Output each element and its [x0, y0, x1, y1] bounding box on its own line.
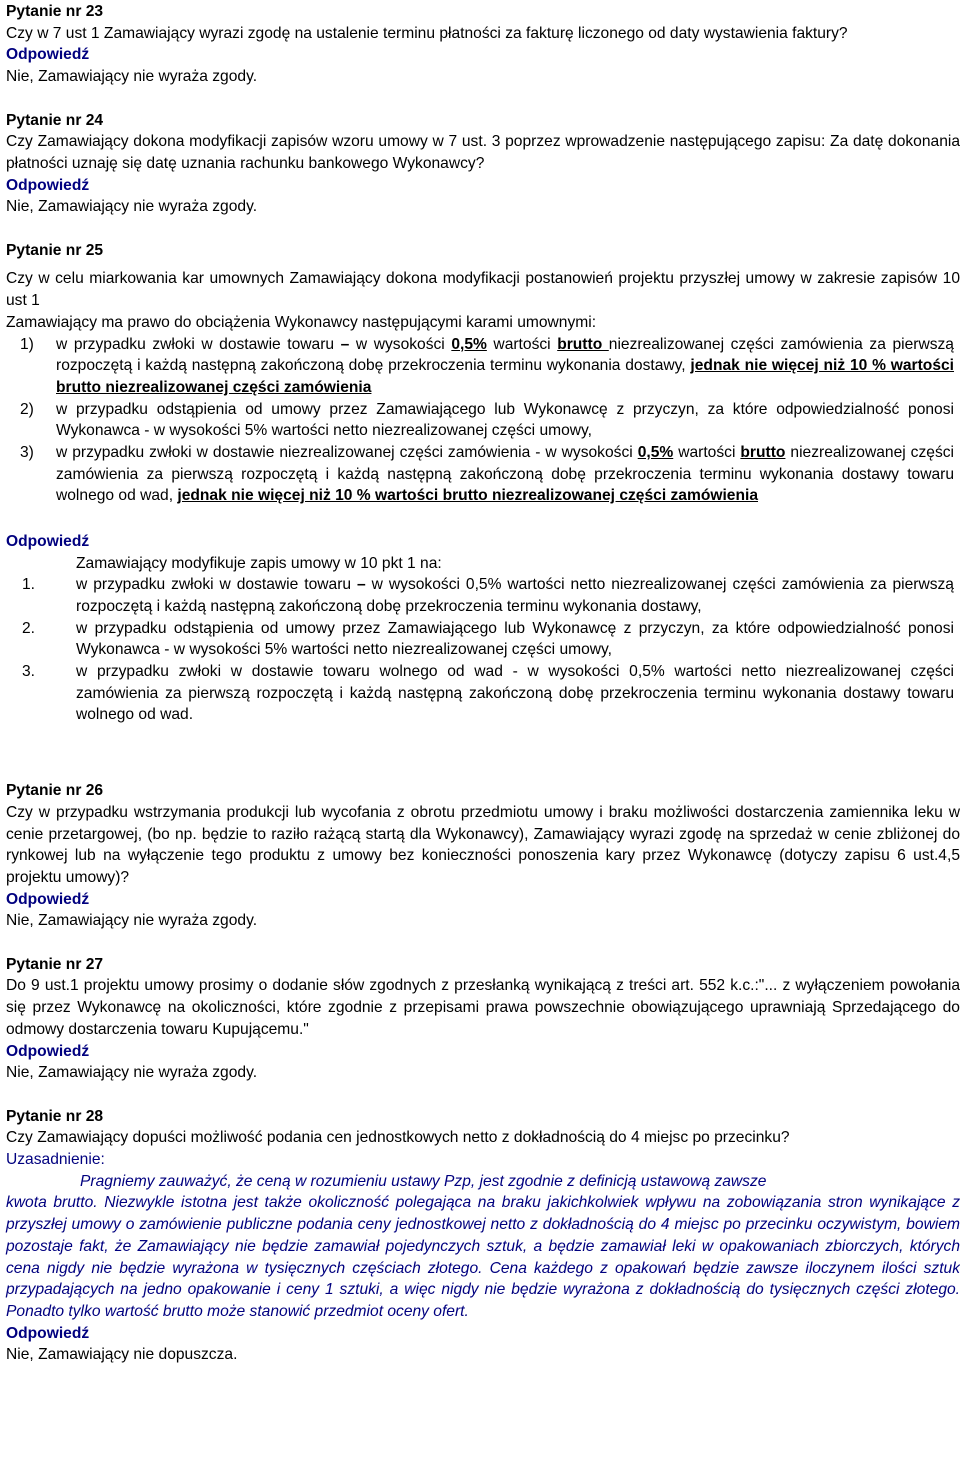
question-title: Pytanie nr 25	[6, 241, 104, 259]
question-25	[6, 240, 960, 726]
answer-text: Nie, Zamawiający nie wyraża zgody.	[6, 68, 258, 86]
item-text: w przypadku zwłoki w dostawie niezrealizowanej części zamówienia - w wysokości 0,5% wartości brutto niezrealizowanej części zamówienia za pierwszą rozpoczętą i każdą następną zakończoną dobę przekroczenia terminu wykonania dostawy towaru wolnego od wad, jednak nie więcej niż 10 % wartości brutto niezrealizowanej części zamówienia	[56, 444, 955, 505]
item-number: 1.	[22, 576, 36, 594]
item-text: w przypadku zwłoki w dostawie towaru – w wysokości 0,5% wartości brutto niezrealizowanej części zamówienia za pierwszą rozpoczętą i każdą następną zakończoną dobę przekroczenia terminu wykonania dostawy, jednak nie więcej niż 10 % wartości brutto niezrealizowanej części zamówienia	[56, 335, 955, 396]
question-title: Pytanie nr 23	[6, 3, 104, 20]
penalty-item-3	[6, 442, 960, 507]
item-number: 2.	[22, 619, 36, 637]
question-text: Czy w przypadku wstrzymania produkcji lub wycofania z obrotu przedmiotu umowy i braku możliwości dostarczenia zamiennika leku w cenie przetargowej, (bo np. będzie to raziło rażącą startą dla Wykonawcy), Zamawiający wyrazi zgodę na sprzedaż w cenie zbliżonej do rynkowej lub na wyłączenie tego produktu z umowy bez konieczności ponoszenia kary przez Wykonawcę (dotyczy zapisu 6 ust.4,5 projektu umowy)?	[6, 803, 960, 886]
question-text: Czy Zamawiający dokona modyfikacji zapisów wzoru umowy w 7 ust. 3 poprzez wprowadzenie następującego zapisu: Za datę dokonania płatności uznaję się datę uznania rachunku bankowego Wykonawcy?	[6, 133, 960, 172]
item-number: 2)	[20, 400, 34, 418]
justification-label: Uzasadnienie:	[6, 1151, 105, 1169]
penalty-intro: Zamawiający ma prawo do obciążenia Wykonawcy następującymi karami umownymi:	[6, 313, 597, 331]
question-title: Pytanie nr 24	[6, 111, 104, 129]
item-number: 3)	[20, 444, 34, 462]
answer-text: Nie, Zamawiający nie wyraża zgody.	[6, 1064, 258, 1082]
justification-text: kwota brutto. Niezwykle istotna jest także okoliczność polegająca na braku jakichkolwiek wpływu na zobowiązania stron wynikające z przyszłej umowy o zamówienie publiczne podania ceny jednostkowej netto z dokładnością do 4 miejsc po przecinku oczywistym, bowiem pozostaje fakt, że Zamawiający nie będzie zamawiał pojedynczych sztuk, a będzie zamawiał leki w opakowaniach zbiorczych, których cena nigdy nie będzie wyrażona w tysięcznych częściach złotego. Cena każdego z opakowań będzie zawsze iloczynem ilości sztuk przypadających na jedno opakowanie i ceny 1 sztuki, a więc nigdy nie będzie wyrażona z dokładnością do tysięcznych części złotego. Ponadto tylko wartość brutto może stanowić przedmiot oceny ofert.	[6, 1194, 960, 1320]
question-24	[6, 110, 960, 219]
answer-label: Odpowiedź	[6, 1042, 90, 1060]
item-text: w przypadku odstąpienia od umowy przez Zamawiającego lub Wykonawcę z przyczyn, za które odpowiedzialność ponosi Wykonawca - w wysokości 5% wartości netto niezrealizowanej części umowy,	[56, 400, 954, 440]
question-26	[6, 780, 960, 932]
item-text: w przypadku zwłoki w dostawie towaru wolnego od wad - w wysokości 0,5% wartości netto niezrealizowanej części zamówienia za pierwszą rozpoczętą i każdą następną zakończoną dobę przekroczenia terminu wykonania dostawy towaru wolnego od wad.	[76, 663, 954, 724]
answer-item-3	[6, 661, 960, 726]
question-23	[6, 1, 960, 88]
question-title: Pytanie nr 28	[6, 1107, 104, 1125]
item-number: 1)	[20, 335, 34, 353]
answer-item-1	[6, 574, 960, 617]
answer-text: Nie, Zamawiający nie wyraża zgody.	[6, 912, 258, 930]
answer-label: Odpowiedź	[6, 1324, 90, 1342]
answer-item-2	[6, 618, 960, 661]
question-28	[6, 1106, 960, 1366]
penalty-item-1	[6, 334, 960, 399]
justification-first-line: Pragniemy zauważyć, że ceną w rozumieniu ustawy Pzp, jest zgodnie z definicją ustawową zawsze	[80, 1172, 767, 1190]
question-title: Pytanie nr 27	[6, 955, 104, 973]
item-text: w przypadku zwłoki w dostawie towaru – w wysokości 0,5% wartości netto niezrealizowanej części zamówienia za pierwszą rozpoczętą i każdą następną zakończoną dobę przekroczenia terminu wykonania dostawy,	[76, 576, 954, 615]
answer-label: Odpowiedź	[6, 532, 90, 550]
question-title: Pytanie nr 26	[6, 782, 104, 800]
question-text: Do 9 ust.1 projektu umowy prosimy o dodanie słów zgodnych z przesłanką wynikającą z treści art. 552 k.c.:"... z wyłączeniem powołania się przez Wykonawcę na okoliczności, które zgodnie z przepisami prawa powszechnie obowiązującego uprawniają Sprzedającego do odmowy dostarczenia towaru Kupującemu."	[6, 977, 960, 1038]
penalty-item-2	[6, 399, 960, 442]
answer-intro: Zamawiający modyfikuje zapis umowy w 10 pkt 1 na:	[76, 554, 442, 572]
question-text: Czy Zamawiający dopuści możliwość podania cen jednostkowych netto z dokładnością do 4 miejsc po przecinku?	[6, 1129, 790, 1147]
question-27	[6, 954, 960, 1084]
item-number: 3.	[22, 663, 36, 681]
question-text: Czy w 7 ust 1 Zamawiający wyrazi zgodę na ustalenie terminu płatności za fakturę liczonego od daty wystawienia faktury?	[6, 24, 848, 42]
answer-label: Odpowiedź	[6, 890, 90, 908]
answer-text: Nie, Zamawiający nie dopuszcza.	[6, 1346, 238, 1364]
item-text: w przypadku odstąpienia od umowy przez Zamawiającego lub Wykonawcę z przyczyn, za które odpowiedzialność ponosi Wykonawca - w wysokości 5% wartości netto niezrealizowanej części umowy,	[76, 619, 954, 659]
question-text: Czy w celu miarkowania kar umownych Zamawiający dokona modyfikacji postanowień projektu przyszłej umowy w zakresie zapisów 10 ust 1	[6, 270, 960, 310]
answer-label: Odpowiedź	[6, 176, 90, 194]
answer-label: Odpowiedź	[6, 46, 90, 64]
answer-text: Nie, Zamawiający nie wyraża zgody.	[6, 198, 258, 216]
